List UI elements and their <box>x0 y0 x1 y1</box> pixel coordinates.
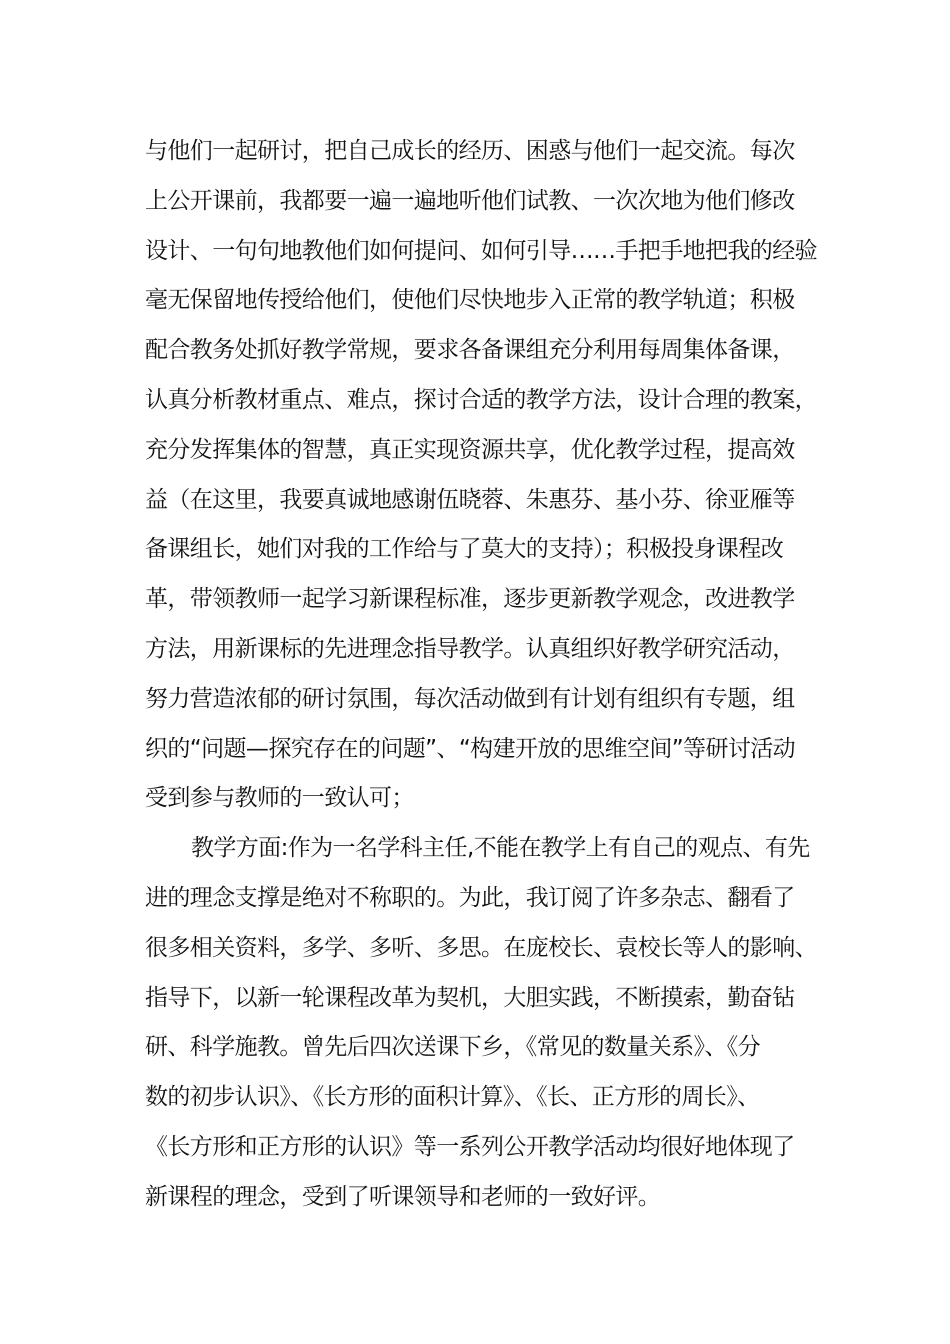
text-line: 上公开课前，我都要一遍一遍地听他们试教、一次次地为他们修改 <box>145 187 795 214</box>
text-line: 受到参与教师的一致认可； <box>145 785 414 812</box>
text-line: 方法，用新课标的先进理念指导教学。认真组织好教学研究活动， <box>145 635 795 662</box>
text-line: 革，带领教师一起学习新课程标准，逐步更新教学观念，改进教学 <box>145 586 795 613</box>
text-line: 努力营造浓郁的研讨氛围，每次活动做到有计划有组织有专题，组 <box>145 685 795 712</box>
text-line: 《长方形和正方形的认识》等一系列公开教学活动均很好地体现了 <box>145 1133 795 1160</box>
text-line: 数的初步认识》、《长方形的面积计算》、《长、正方形的周长》、 <box>145 1084 760 1111</box>
paragraph-start-line: 教学方面:作为一名学科主任,不能在教学上有自己的观点、有先 <box>191 835 810 862</box>
text-line: 益（在这里，我要真诚地感谢伍晓蓉、朱惠芬、基小芬、徐亚雁等 <box>145 486 795 513</box>
document-body <box>145 127 825 1223</box>
text-line: 配合教务处抓好教学常规，要求各备课组充分利用每周集体备课， <box>145 337 795 364</box>
text-line: 备课组长，她们对我的工作给与了莫大的支持）；积极投身课程改 <box>145 536 784 563</box>
text-line: 很多相关资料，多学、多听、多思。在庞校长、袁校长等人的影响、 <box>145 934 818 961</box>
text-line: 充分发挥集体的智慧，真正实现资源共享，优化教学过程，提高效 <box>145 436 795 463</box>
text-line: 设计、一句句地教他们如何提问、如何引导……手把手地把我的经验 <box>145 237 818 264</box>
text-line: 研、科学施教。曾先后四次送课下乡，《常见的数量关系》、《分 <box>145 1034 761 1061</box>
text-line: 新课程的理念，受到了听课领导和老师的一致好评。 <box>145 1183 661 1210</box>
text-line: 毫无保留地传授给他们，使他们尽快地步入正常的教学轨道；积极 <box>145 287 795 314</box>
text-line: 进的理念支撑是绝对不称职的。为此，我订阅了许多杂志、翻看了 <box>145 884 795 911</box>
text-line: 指导下，以新一轮课程改革为契机，大胆实践，不断摸索，勤奋钻 <box>145 984 795 1011</box>
text-line: 与他们一起研讨，把自己成长的经历、困惑与他们一起交流。每次 <box>145 138 795 164</box>
text-line: 织的“问题—探究存在的问题”、“构建开放的思维空间”等研讨活动 <box>145 735 796 762</box>
text-line: 认真分析教材重点、难点，探讨合适的教学方法，设计合理的教案， <box>145 386 818 413</box>
